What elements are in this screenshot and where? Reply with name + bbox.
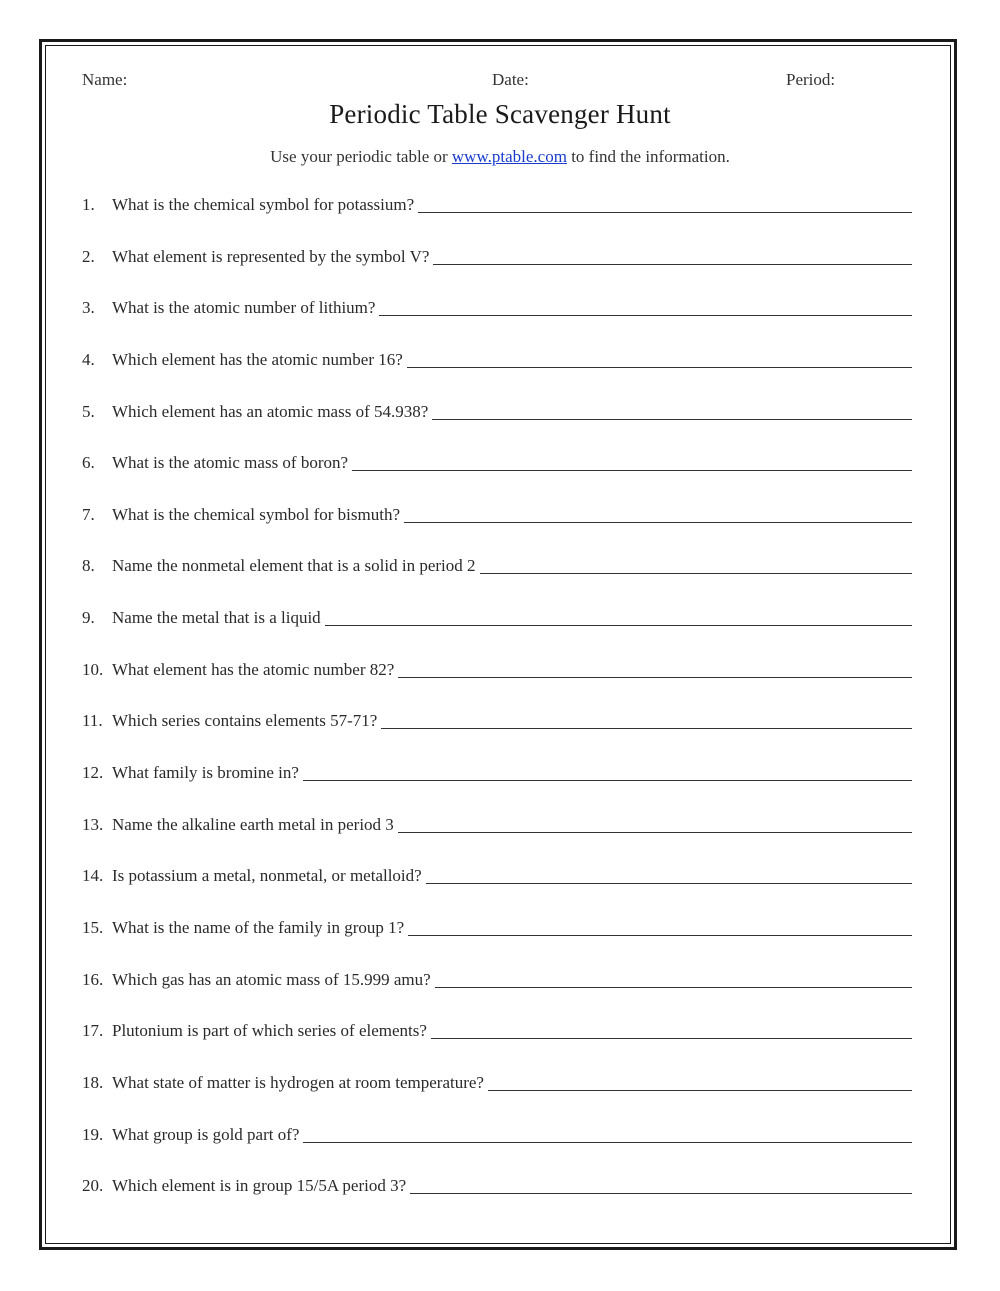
question-text: Name the metal that is a liquid	[112, 608, 321, 628]
answer-blank[interactable]	[480, 554, 912, 574]
question-item	[82, 348, 914, 400]
question-number: 18.	[82, 1072, 104, 1092]
question-text: What state of matter is hydrogen at room temperature?	[112, 1072, 484, 1092]
question-item	[82, 1123, 914, 1175]
question-text: Name the alkaline earth metal in period 3	[112, 814, 394, 834]
question-text: What is the name of the family in group 1?	[112, 917, 405, 937]
question-text: What family is bromine in?	[112, 763, 299, 783]
question-number: 14.	[82, 866, 104, 886]
question-item	[82, 709, 914, 761]
answer-blank[interactable]	[398, 813, 912, 833]
question-text: Which series contains elements 57-71?	[112, 711, 378, 731]
question-item	[82, 658, 914, 710]
question-number: 12.	[82, 763, 104, 783]
answer-blank[interactable]	[410, 1174, 912, 1194]
answer-blank[interactable]	[303, 761, 912, 781]
answer-blank[interactable]	[426, 864, 912, 884]
question-text: What is the chemical symbol for potassium?	[112, 195, 415, 214]
question-number: 4.	[82, 349, 95, 369]
question-number: 5.	[82, 401, 95, 421]
answer-blank[interactable]	[435, 968, 912, 988]
question-number: 9.	[82, 608, 95, 628]
answer-blank[interactable]	[432, 400, 912, 420]
question-text: Which gas has an atomic mass of 15.999 amu?	[112, 969, 431, 989]
question-number: 19.	[82, 1124, 104, 1144]
question-text: Which element has the atomic number 16?	[112, 349, 403, 369]
question-text: What element is represented by the symbol V?	[112, 246, 430, 266]
question-item	[82, 451, 914, 503]
answer-blank[interactable]	[381, 709, 912, 729]
answer-blank[interactable]	[303, 1123, 912, 1143]
question-item	[82, 1174, 914, 1226]
question-item	[82, 554, 914, 606]
question-number: 2.	[82, 246, 95, 266]
answer-blank[interactable]	[408, 916, 912, 936]
answer-blank[interactable]	[431, 1019, 912, 1039]
question-text: What element has the atomic number 82?	[112, 659, 395, 679]
question-item	[82, 400, 914, 452]
question-number: 8.	[82, 556, 95, 576]
question-text: What is the atomic number of lithium?	[112, 298, 376, 318]
question-text: What group is gold part of?	[112, 1124, 300, 1144]
question-item	[82, 245, 914, 297]
question-item	[82, 761, 914, 813]
question-text: Which element has an atomic mass of 54.938?	[112, 401, 429, 421]
question-text: Name the nonmetal element that is a solid in period 2	[112, 556, 476, 576]
question-item	[82, 864, 914, 916]
question-text: Which element is in group 15/5A period 3?	[112, 1176, 407, 1196]
question-number: 15.	[82, 917, 104, 937]
answer-blank[interactable]	[325, 606, 912, 626]
period-label: Period:	[786, 70, 836, 89]
question-number: 10.	[82, 659, 104, 679]
instructions-before: Use your periodic table or	[270, 147, 452, 166]
answer-blank[interactable]	[407, 348, 912, 368]
question-number: 20.	[82, 1176, 104, 1196]
question-item	[82, 916, 914, 968]
question-item	[82, 606, 914, 658]
question-item	[82, 296, 914, 348]
answer-blank[interactable]	[404, 503, 912, 523]
question-item	[82, 503, 914, 555]
question-number: 6.	[82, 453, 95, 473]
question-number: 7.	[82, 504, 95, 524]
question-item	[82, 813, 914, 865]
question-item	[82, 1071, 914, 1123]
answer-blank[interactable]	[352, 451, 912, 471]
answer-blank[interactable]	[418, 193, 912, 213]
question-text: What is the atomic mass of boron?	[112, 453, 349, 473]
question-number: 3.	[82, 298, 95, 318]
answer-blank[interactable]	[488, 1071, 912, 1091]
question-number: 16.	[82, 969, 104, 989]
question-item	[82, 968, 914, 1020]
answer-blank[interactable]	[398, 658, 912, 678]
date-label: Date:	[492, 70, 529, 89]
question-number: 17.	[82, 1021, 104, 1041]
question-text: What is the chemical symbol for bismuth?	[112, 504, 400, 524]
question-number: 11.	[82, 711, 103, 731]
question-text: Plutonium is part of which series of elements?	[112, 1021, 427, 1041]
worksheet-title: Periodic Table Scavenger Hunt	[329, 99, 671, 129]
answer-blank[interactable]	[433, 245, 912, 265]
answer-blank[interactable]	[379, 296, 912, 316]
name-label: Name:	[82, 70, 128, 89]
question-number: 1.	[82, 195, 95, 214]
question-item	[82, 193, 914, 245]
instructions-after: to find the information.	[566, 147, 730, 166]
ptable-link[interactable]: www.ptable.com	[451, 147, 567, 166]
question-number: 13.	[82, 814, 104, 834]
instructions	[0, 147, 1000, 167]
question-list	[82, 193, 914, 1226]
question-item	[82, 1019, 914, 1071]
question-text: Is potassium a metal, nonmetal, or metalloid?	[112, 866, 422, 886]
